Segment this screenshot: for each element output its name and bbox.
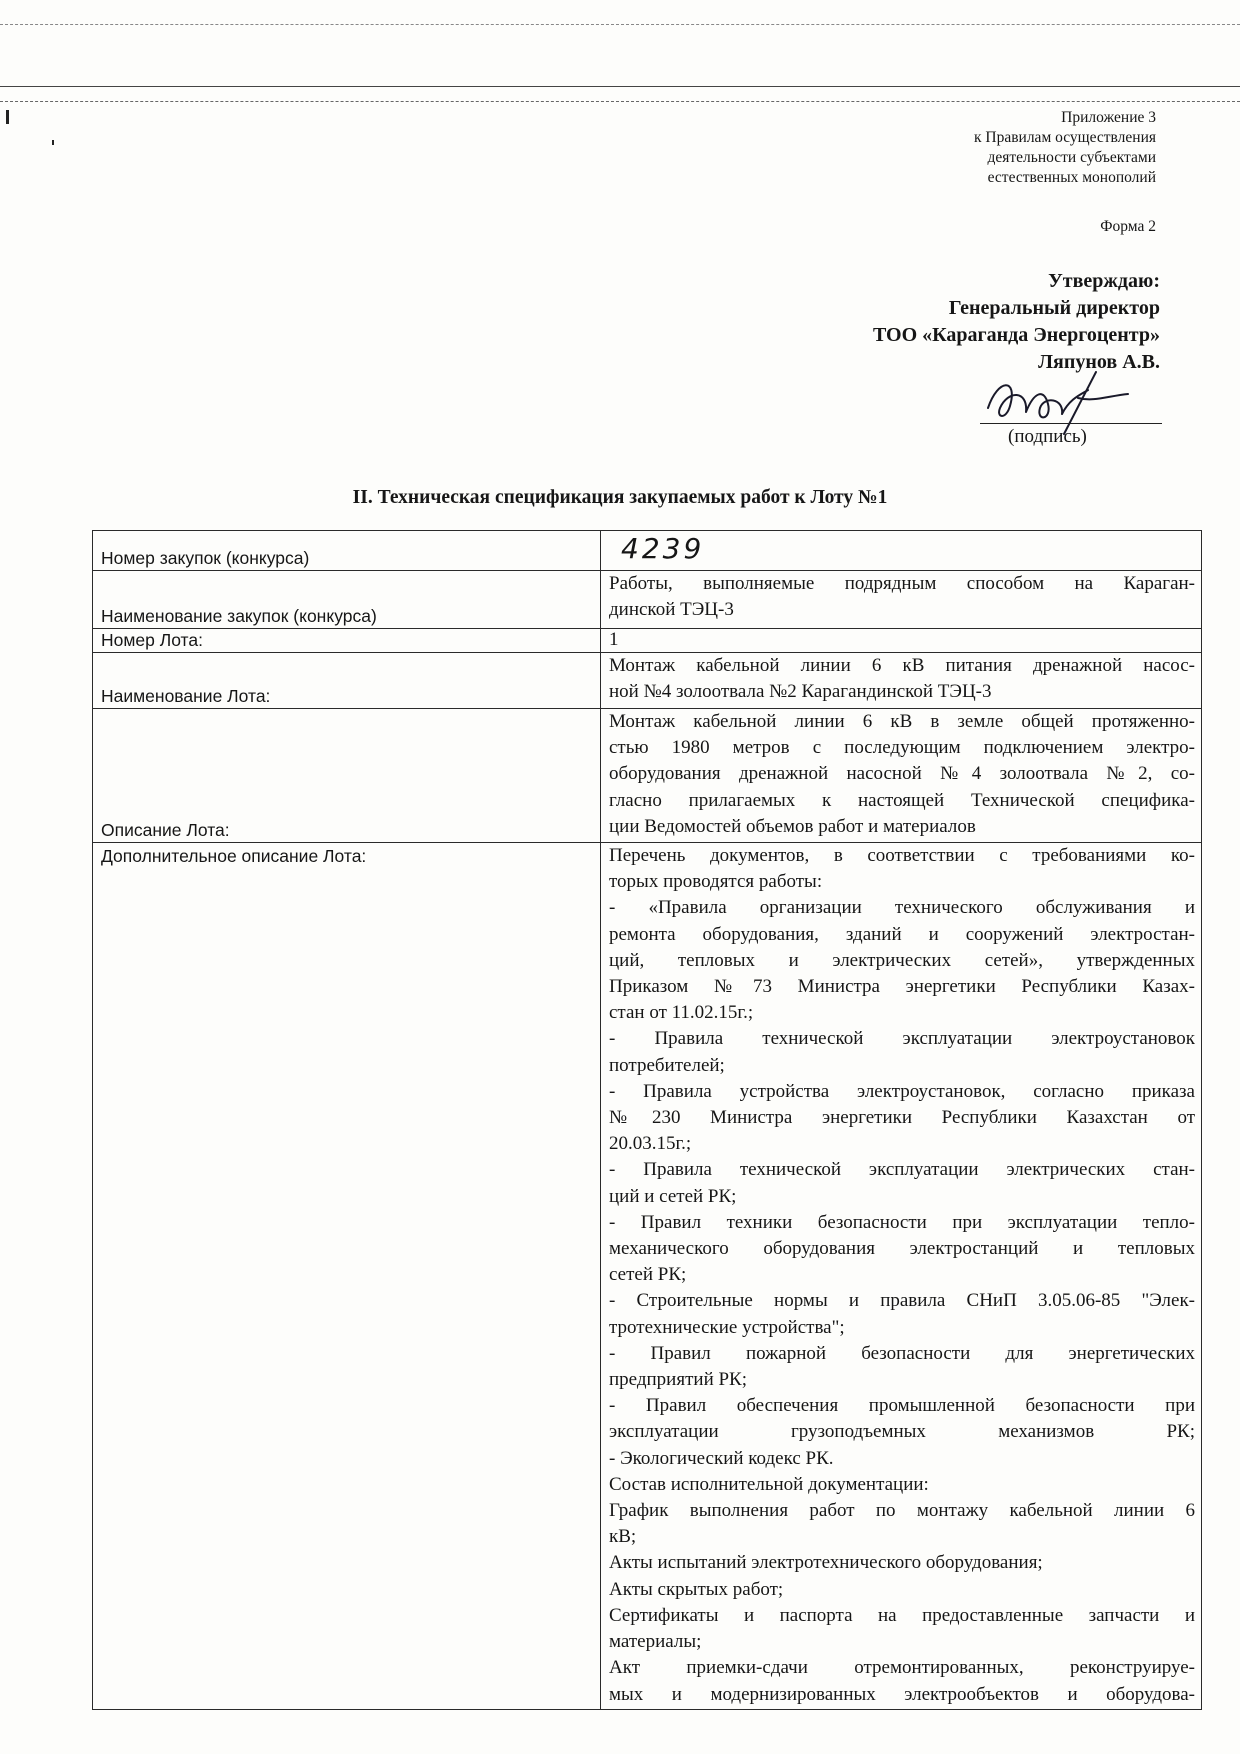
table-row: [93, 531, 1202, 571]
appendix-line: Приложение 3: [1061, 109, 1156, 126]
scan-edge-line: [0, 101, 1240, 102]
scan-edge-line: [0, 24, 1240, 25]
value-line: - Правил обеспечения промышленной безопасности при: [609, 1395, 1195, 1417]
form-number: Форма 2: [1100, 218, 1156, 235]
value-line: гласно прилагаемых к настоящей Технической специфика-: [609, 789, 1195, 811]
value-line: ций и сетей РК;: [609, 1185, 737, 1207]
row-label: Дополнительное описание Лота:: [93, 843, 601, 1710]
row-value: [601, 571, 1202, 629]
value-line: ций, тепловых и электрических сетей», утвержденных: [609, 949, 1195, 971]
value-line: предприятий РК;: [609, 1369, 748, 1391]
table-row: [93, 571, 1202, 629]
value-line: Работы, выполняемые подрядным способом на Караган-: [609, 573, 1195, 594]
value-line: Сертификаты и паспорта на предоставленные запчасти и: [609, 1604, 1195, 1626]
value-line: мых и модернизированных электрообъектов и оборудова-: [609, 1683, 1195, 1705]
value-line: стью 1980 метров с последующим подключением электро-: [609, 737, 1195, 759]
value-line: - Экологический кодекс РК.: [609, 1447, 834, 1469]
value-line: кВ;: [609, 1526, 637, 1548]
value-line: механического оборудования электростанций и тепловых: [609, 1238, 1195, 1260]
row-value: [601, 531, 1202, 571]
table-row: [93, 709, 1202, 843]
row-value: [601, 709, 1202, 843]
specification-table: [92, 530, 1202, 1710]
table-row: [93, 653, 1202, 709]
handwritten-number: 4239: [621, 532, 705, 565]
value-line: потребителей;: [609, 1054, 725, 1076]
signature-caption: (подпись): [1008, 426, 1087, 447]
value-line: Акты скрытых работ;: [609, 1578, 784, 1600]
value-line: Акты испытаний электротехнического оборудования;: [609, 1552, 1043, 1574]
value-line: материалы;: [609, 1631, 702, 1653]
document-title: II. Техническая спецификация закупаемых работ к Лоту №1: [352, 487, 888, 508]
value-line: - Правила технической эксплуатации электрических стан-: [609, 1159, 1195, 1181]
scan-edge-line: [0, 86, 1240, 87]
value-line: 1: [609, 629, 619, 650]
value-line: - Правила технической эксплуатации электроустановок: [609, 1028, 1195, 1050]
value-line: - Правил пожарной безопасности для энергетических: [609, 1342, 1195, 1364]
value-line: - Правил техники безопасности при эксплуатации тепло-: [609, 1211, 1195, 1233]
value-line: ной №4 золоотвала №2 Карагандинской ТЭЦ-3: [609, 681, 992, 703]
value-line: - Правила устройства электроустановок, согласно приказа: [609, 1080, 1195, 1102]
row-value: [601, 653, 1202, 709]
value-line: Состав исполнительной документации:: [609, 1473, 929, 1495]
approval-line: Генеральный директор: [948, 297, 1160, 319]
approval-line: Ляпунов А.В.: [1038, 351, 1160, 373]
row-value: [601, 843, 1202, 1710]
value-line: торых проводятся работы:: [609, 871, 823, 893]
approval-block: [873, 268, 1160, 376]
appendix-line: к Правилам осуществления: [973, 129, 1156, 146]
value-line: динской ТЭЦ-3: [609, 599, 734, 621]
approval-line: Утверждаю:: [1048, 270, 1160, 292]
row-label: Наименование Лота:: [93, 653, 601, 709]
value-line: оборудования дренажной насосной №4 золоотвала №2, со-: [609, 763, 1195, 785]
row-label: Номер закупок (конкурса): [93, 531, 601, 571]
signature-line: [980, 423, 1162, 424]
row-label: Наименование закупок (конкурса): [93, 571, 601, 629]
table-row: [93, 629, 1202, 653]
value-line: тротехнические устройства";: [609, 1316, 845, 1338]
value-line: - Строительные нормы и правила СНиП 3.05.06-85 "Элек-: [609, 1290, 1195, 1312]
value-line: Акт приемки-сдачи отремонтированных, реконструируе-: [609, 1657, 1195, 1679]
value-line: Монтаж кабельной линии 6 кВ в земле общей протяженно-: [609, 711, 1195, 732]
value-line: Перечень документов, в соответствии с требованиями ко-: [609, 845, 1195, 866]
scan-mark: [6, 110, 9, 124]
value-line: - «Правила организации технического обслуживания и: [609, 897, 1195, 919]
appendix-line: деятельности субъектами: [987, 149, 1156, 166]
appendix-reference: [974, 108, 1156, 188]
appendix-line: естественных монополий: [987, 169, 1156, 186]
approval-line: ТОО «Караганда Энергоцентр»: [872, 324, 1160, 346]
value-line: ции Ведомостей объемов работ и материалов: [609, 815, 976, 837]
value-line: №230 Министра энергетики Республики Казахстан от: [609, 1107, 1195, 1129]
value-line: Монтаж кабельной линии 6 кВ питания дренажной насос-: [609, 655, 1195, 676]
scan-mark: [52, 140, 54, 145]
row-label: Описание Лота:: [93, 709, 601, 843]
value-line: График выполнения работ по монтажу кабельной линии 6: [609, 1500, 1195, 1522]
value-line: стан от 11.02.15г.;: [609, 1002, 754, 1024]
value-line: 20.03.15г.;: [609, 1133, 692, 1155]
value-line: Приказом №73 Министра энергетики Республики Казах-: [609, 976, 1195, 998]
row-value: [601, 629, 1202, 653]
value-line: эксплуатации грузоподъемных механизмов РК;: [609, 1421, 1195, 1443]
value-line: ремонта оборудования, зданий и сооружений электростан-: [609, 923, 1195, 945]
value-line: сетей РК;: [609, 1264, 687, 1286]
table-row: [93, 843, 1202, 1710]
row-label: Номер Лота:: [93, 629, 601, 653]
